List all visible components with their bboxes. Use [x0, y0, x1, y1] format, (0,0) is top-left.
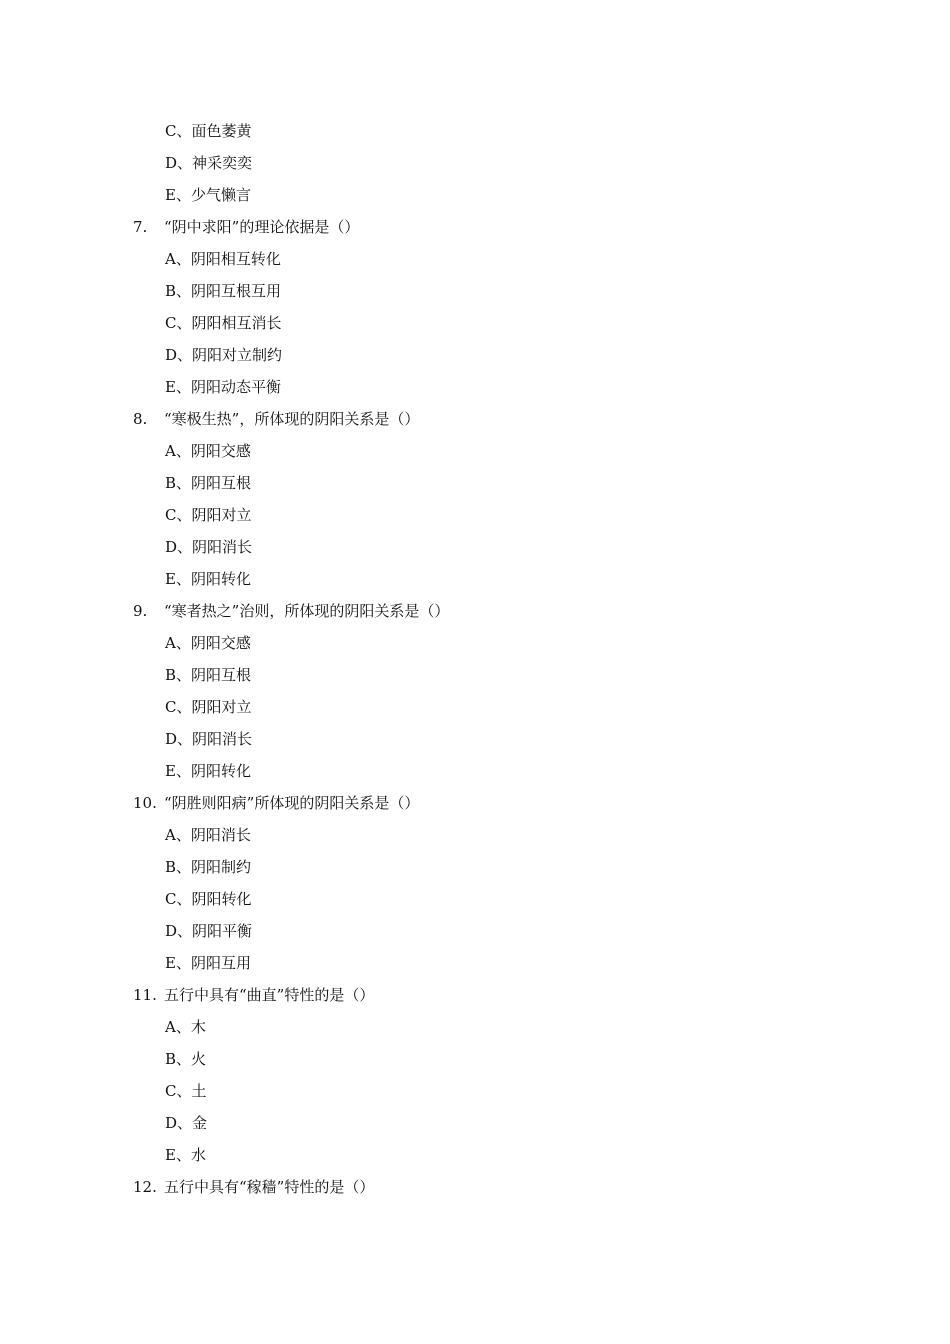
option-item: B、阴阳互根: [165, 474, 252, 492]
option-item: A、木: [165, 1018, 206, 1036]
question-number: 10.: [133, 794, 157, 812]
question-number: 11.: [133, 986, 157, 1004]
question-stem: [0, 405, 950, 437]
option-item: C、面色萎黄: [165, 122, 252, 140]
question-stem: [0, 789, 950, 821]
option-item: D、阴阳消长: [165, 538, 253, 556]
option-item: D、金: [165, 1114, 208, 1132]
question-stem: [0, 213, 950, 245]
option-item: B、阴阳互根: [165, 666, 252, 684]
option-item: B、阴阳制约: [165, 858, 252, 876]
option-item: E、阴阳互用: [165, 954, 251, 972]
question-stem: [0, 597, 950, 629]
question-text: 五行中具有“稼穑”特性的是（）: [164, 1178, 375, 1196]
question-number: 8.: [133, 410, 148, 428]
question-number: 7.: [133, 218, 148, 236]
option-item: D、阴阳消长: [165, 730, 253, 748]
option-item: A、阴阳交感: [165, 634, 251, 652]
option-item: C、阴阳相互消长: [165, 314, 282, 332]
document-page: [0, 117, 950, 1205]
option-item: A、阴阳交感: [165, 442, 251, 460]
option-item: C、土: [165, 1082, 207, 1100]
option-item: A、阴阳相互转化: [165, 250, 281, 268]
question-stem: [0, 1173, 950, 1205]
option-item: E、水: [165, 1146, 206, 1164]
question-text: 五行中具有“曲直”特性的是（）: [164, 986, 375, 1004]
option-item: B、火: [165, 1050, 207, 1068]
option-item: D、阴阳平衡: [165, 922, 253, 940]
option-item: E、阴阳转化: [165, 570, 251, 588]
option-item: B、阴阳互根互用: [165, 282, 282, 300]
question-number: 12.: [133, 1178, 157, 1196]
option-item: E、阴阳动态平衡: [165, 378, 281, 396]
option-item: C、阴阳对立: [165, 506, 252, 524]
question-text: “寒者热之”治则，所体现的阴阳关系是（）: [164, 602, 450, 620]
option-item: D、阴阳对立制约: [165, 346, 283, 364]
option-item: D、神采奕奕: [165, 154, 253, 172]
option-item: C、阴阳转化: [165, 890, 252, 908]
question-text: “阴中求阳”的理论依据是（）: [164, 218, 360, 236]
option-item: E、阴阳转化: [165, 762, 251, 780]
option-item: A、阴阳消长: [165, 826, 251, 844]
question-number: 9.: [133, 602, 148, 620]
option-item: E、少气懒言: [165, 186, 251, 204]
question-stem: [0, 981, 950, 1013]
question-text: “阴胜则阳病”所体现的阴阳关系是（）: [164, 794, 420, 812]
question-text: “寒极生热”，所体现的阴阳关系是（）: [164, 410, 420, 428]
option-item: C、阴阳对立: [165, 698, 252, 716]
